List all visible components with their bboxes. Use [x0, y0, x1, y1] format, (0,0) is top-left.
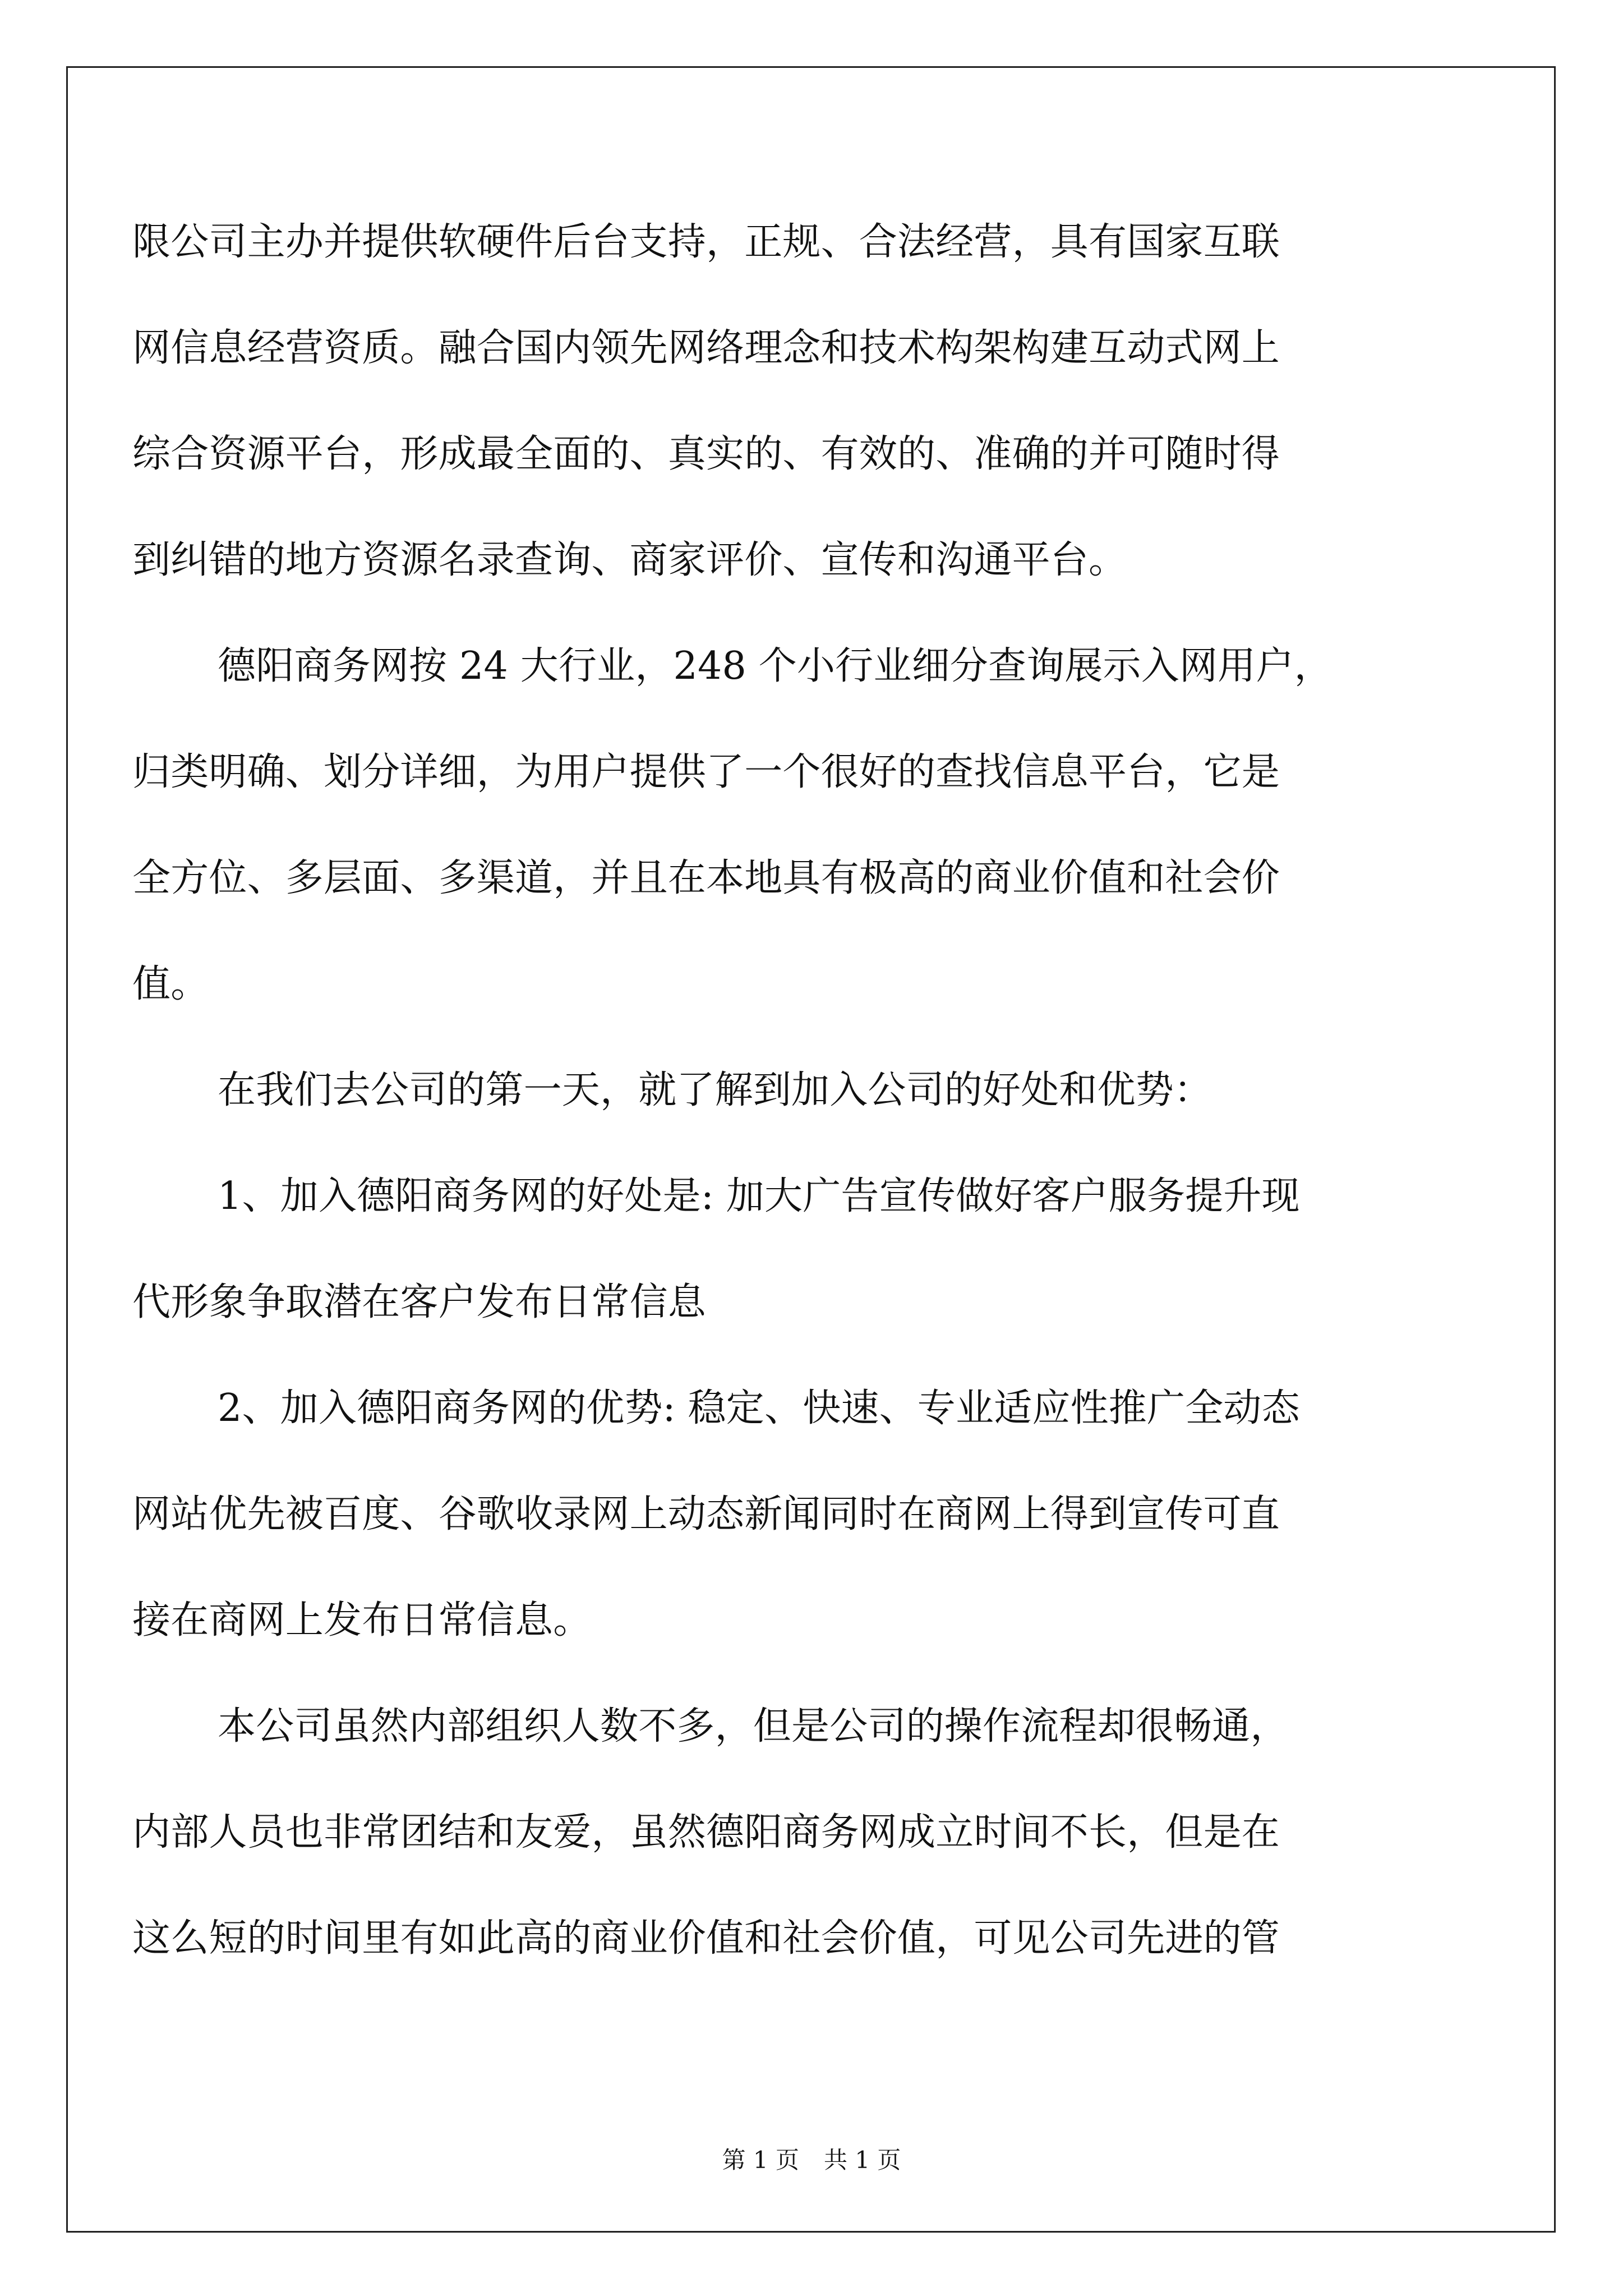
paragraph-line: 内部人员也非常团结和友爱，虽然德阳商务网成立时间不长，但是在: [132, 1810, 1280, 1855]
page-number: 第 1 页: [722, 2146, 799, 2174]
paragraph-line: 本公司虽然内部组织人数不多，但是公司的操作流程却很畅通，: [218, 1704, 1289, 1749]
paragraph-line: 限公司主办并提供软硬件后台支持，正规、合法经营，具有国家互联: [132, 220, 1280, 264]
paragraph-line: 2、加入德阳商务网的优势: 稳定、快速、专业适应性推广全动态: [218, 1386, 1300, 1430]
paragraph-line: 全方位、多层面、多渠道，并且在本地具有极高的商业价值和社会价: [132, 856, 1280, 900]
page-total: 共 1 页: [824, 2146, 901, 2174]
paragraph-line: 网站优先被百度、谷歌收录网上动态新闻同时在商网上得到宣传可直: [132, 1492, 1280, 1536]
paragraph-line: 值。: [132, 962, 209, 1006]
page-footer: [0, 2142, 1623, 2175]
paragraph-line: 1、加入德阳商务网的好处是: 加大广告宣传做好客户服务提升现: [218, 1174, 1300, 1218]
paragraph-line: 网信息经营资质。融合国内领先网络理念和技术构架构建互动式网上: [132, 326, 1280, 370]
paragraph-line: 归类明确、划分详细，为用户提供了一个很好的查找信息平台，它是: [132, 750, 1280, 794]
paragraph-line: 到纠错的地方资源名录查询、商家评价、宣传和沟通平台。: [132, 538, 1127, 582]
paragraph-line: 接在商网上发布日常信息。: [132, 1598, 592, 1642]
paragraph-line: 德阳商务网按 24 大行业，248 个小行业细分查询展示入网用户，: [218, 644, 1332, 688]
page-frame: [66, 66, 1556, 2233]
paragraph-line: 代形象争取潜在客户发布日常信息: [132, 1280, 707, 1324]
paragraph-line: 在我们去公司的第一天，就了解到加入公司的好处和优势：: [218, 1068, 1212, 1112]
paragraph-line: 这么短的时间里有如此高的商业价值和社会价值，可见公司先进的管: [132, 1916, 1280, 1961]
paragraph-line: 综合资源平台，形成最全面的、真实的、有效的、准确的并可随时得: [132, 432, 1280, 476]
